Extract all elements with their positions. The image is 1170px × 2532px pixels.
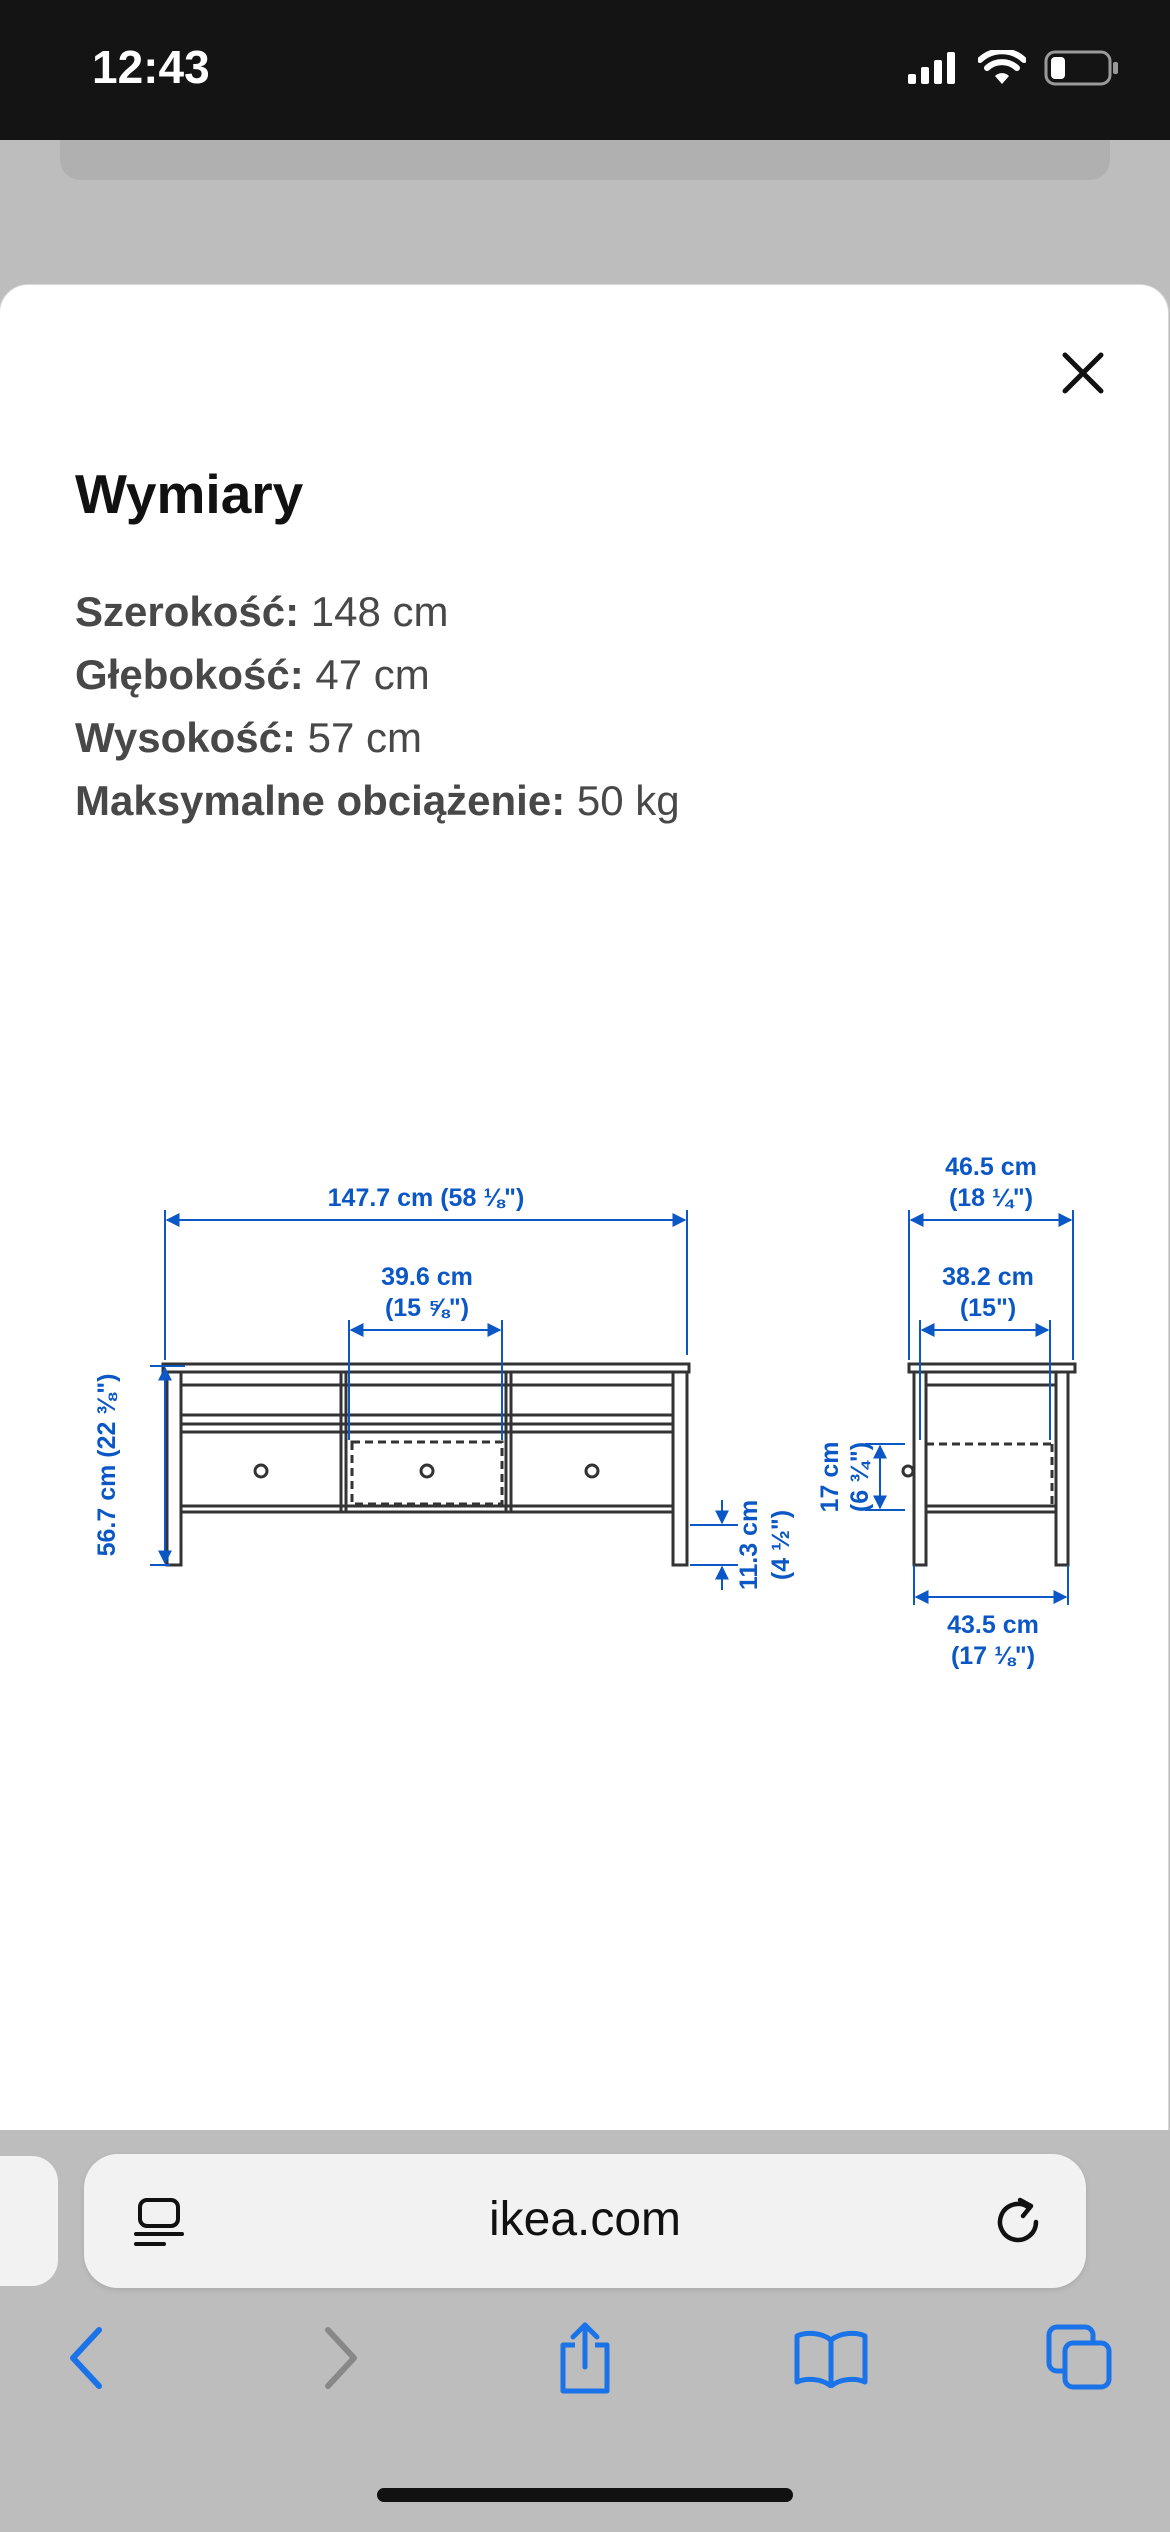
front-height-label: 56.7 cm (22 ⅜") — [93, 1373, 121, 1557]
share-icon — [553, 2321, 617, 2395]
leg-height-cm-label: 11.3 cm — [735, 1499, 763, 1591]
inner-depth-in-label: (15") — [959, 1294, 1017, 1322]
drawer-width-cm-label: 39.6 cm — [381, 1263, 473, 1291]
spec-label: Szerokość: — [75, 588, 300, 635]
spec-value: 47 cm — [315, 651, 430, 698]
base-depth-cm-label: 43.5 cm — [947, 1611, 1039, 1639]
spec-value: 148 cm — [310, 588, 449, 635]
spec-label: Wysokość: — [75, 714, 296, 761]
reload-icon[interactable] — [988, 2192, 1048, 2252]
leg-height-in-label: (4 ½") — [767, 1509, 795, 1581]
front-width-label: 147.7 cm (58 ⅛") — [327, 1184, 525, 1212]
address-bar[interactable] — [84, 2154, 1086, 2288]
side-drawer-height-in-label: (6 ¾") — [846, 1441, 874, 1513]
front-view-drawing — [163, 1364, 689, 1565]
tabs-icon — [1045, 2323, 1115, 2393]
spec-label: Maksymalne obciążenie: — [75, 777, 566, 824]
share-button[interactable] — [545, 2318, 625, 2398]
spec-value: 50 kg — [576, 777, 680, 824]
side-depth-in-label: (18 ¼") — [948, 1184, 1034, 1212]
url-text[interactable]: ikea.com — [488, 2193, 682, 2246]
bookmarks-button[interactable] — [791, 2318, 871, 2398]
drawer-width-in-label: (15 ⅝") — [384, 1294, 470, 1322]
chevron-left-icon — [65, 2326, 109, 2390]
side-drawer-height-cm-label: 17 cm — [816, 1441, 844, 1513]
home-indicator[interactable] — [377, 2488, 793, 2502]
inner-depth-cm-label: 38.2 cm — [942, 1263, 1034, 1291]
spec-label: Głębokość: — [75, 651, 304, 698]
forward-button[interactable] — [300, 2318, 380, 2398]
side-depth-cm-label: 46.5 cm — [945, 1153, 1037, 1181]
base-depth-in-label: (17 ⅛") — [950, 1642, 1036, 1670]
sheet-title: Wymiary — [75, 463, 304, 525]
previous-tab-peek[interactable] — [0, 2156, 58, 2286]
status-time: 12:43 — [92, 41, 210, 93]
chevron-right-icon — [318, 2326, 362, 2390]
front-dimension-labels — [93, 1184, 795, 1590]
back-button[interactable] — [47, 2318, 127, 2398]
spec-value: 57 cm — [307, 714, 423, 761]
book-icon — [793, 2328, 869, 2388]
tabs-button[interactable] — [1040, 2318, 1120, 2398]
